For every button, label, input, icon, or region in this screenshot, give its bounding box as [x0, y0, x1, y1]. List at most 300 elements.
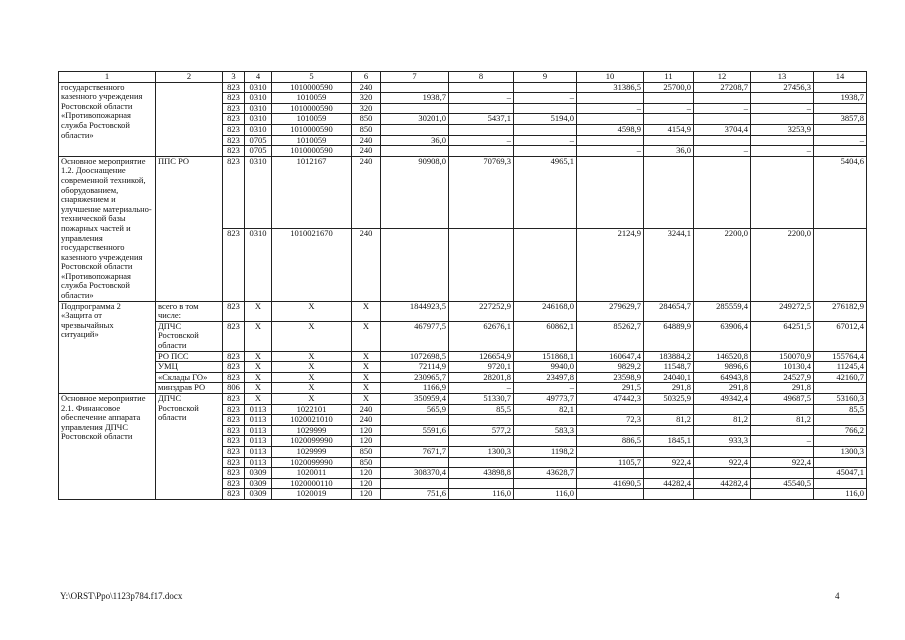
- cell-value: 81,2: [751, 415, 814, 426]
- cell-value: Х: [272, 351, 352, 362]
- cell-value: 1010000590: [272, 82, 352, 93]
- cell-value: 291,8: [694, 383, 751, 394]
- cell-value: 1020011: [272, 468, 352, 479]
- executor: минздрав РО: [156, 383, 223, 394]
- cell-value: 565,9: [381, 404, 449, 415]
- cell-value: [751, 425, 814, 436]
- cell-value: 0113: [245, 436, 272, 447]
- cell-value: 0309: [245, 489, 272, 500]
- cell-value: [814, 82, 867, 93]
- cell-value: 922,4: [751, 457, 814, 468]
- cell-value: 160647,4: [577, 351, 644, 362]
- cell-value: [644, 425, 694, 436]
- cell-value: [381, 229, 449, 301]
- cell-value: 1844923,5: [381, 301, 449, 321]
- cell-value: [514, 103, 577, 114]
- cell-value: Х: [352, 394, 381, 405]
- table-row: [59, 394, 867, 405]
- cell-value: 0113: [245, 415, 272, 426]
- cell-value: 85,5: [449, 404, 514, 415]
- cell-value: 50325,9: [644, 394, 694, 405]
- cell-value: Х: [245, 321, 272, 351]
- cell-value: 240: [352, 415, 381, 426]
- column-header: 10: [577, 72, 644, 83]
- executor: ДПЧС Ростовской области: [156, 394, 223, 500]
- cell-value: [751, 156, 814, 228]
- cell-value: [644, 114, 694, 125]
- executor: РО ПСС: [156, 351, 223, 362]
- cell-value: [577, 489, 644, 500]
- cell-value: 0705: [245, 135, 272, 146]
- cell-value: 823: [223, 103, 245, 114]
- cell-value: [814, 229, 867, 301]
- cell-value: 120: [352, 468, 381, 479]
- cell-value: [751, 489, 814, 500]
- cell-value: 1300,3: [449, 446, 514, 457]
- cell-value: 120: [352, 489, 381, 500]
- executor: ДПЧС Ростовской области: [156, 321, 223, 351]
- cell-value: 85,5: [814, 404, 867, 415]
- cell-value: 24040,1: [644, 372, 694, 383]
- cell-value: [694, 468, 751, 479]
- cell-value: 43628,7: [514, 468, 577, 479]
- cell-value: [381, 436, 449, 447]
- cell-value: 823: [223, 351, 245, 362]
- table-row: [59, 351, 867, 362]
- cell-value: 1010000590: [272, 146, 352, 157]
- cell-value: [814, 103, 867, 114]
- cell-value: 62676,1: [449, 321, 514, 351]
- cell-value: 823: [223, 301, 245, 321]
- cell-value: Х: [272, 383, 352, 394]
- cell-value: [644, 446, 694, 457]
- cell-value: [449, 415, 514, 426]
- cell-value: Х: [245, 383, 272, 394]
- cell-value: [644, 468, 694, 479]
- cell-value: 1020099990: [272, 457, 352, 468]
- cell-value: 49342,4: [694, 394, 751, 405]
- cell-value: 1020099990: [272, 436, 352, 447]
- cell-value: [514, 124, 577, 135]
- cell-value: –: [514, 93, 577, 104]
- cell-value: 70769,3: [449, 156, 514, 228]
- cell-value: [449, 82, 514, 93]
- cell-value: 41690,5: [577, 478, 644, 489]
- cell-value: 49687,5: [751, 394, 814, 405]
- cell-value: 823: [223, 468, 245, 479]
- cell-value: [814, 457, 867, 468]
- cell-value: 51330,7: [449, 394, 514, 405]
- cell-value: 823: [223, 446, 245, 457]
- cell-value: 1022101: [272, 404, 352, 415]
- cell-value: [381, 415, 449, 426]
- cell-value: [577, 425, 644, 436]
- cell-value: 285559,4: [694, 301, 751, 321]
- cell-value: –: [694, 146, 751, 157]
- cell-value: [381, 82, 449, 93]
- cell-value: 5591,6: [381, 425, 449, 436]
- cell-value: 823: [223, 156, 245, 228]
- cell-value: [514, 478, 577, 489]
- cell-value: 1020021010: [272, 415, 352, 426]
- cell-value: 42160,7: [814, 372, 867, 383]
- cell-value: 27208,7: [694, 82, 751, 93]
- cell-value: 9896,6: [694, 362, 751, 373]
- cell-value: [814, 436, 867, 447]
- cell-value: [694, 404, 751, 415]
- cell-value: Х: [272, 394, 352, 405]
- cell-value: –: [577, 146, 644, 157]
- cell-value: –: [751, 103, 814, 114]
- cell-value: 583,3: [514, 425, 577, 436]
- cell-value: 146520,8: [694, 351, 751, 362]
- cell-value: [751, 446, 814, 457]
- cell-value: 45540,5: [751, 478, 814, 489]
- cell-value: 90908,0: [381, 156, 449, 228]
- cell-value: [514, 229, 577, 301]
- cell-value: 0309: [245, 468, 272, 479]
- cell-value: 823: [223, 436, 245, 447]
- cell-value: [449, 146, 514, 157]
- cell-value: 4154,9: [644, 124, 694, 135]
- cell-value: 806: [223, 383, 245, 394]
- cell-value: Х: [245, 301, 272, 321]
- cell-value: 5194,0: [514, 114, 577, 125]
- cell-value: [644, 93, 694, 104]
- cell-value: 2200,0: [751, 229, 814, 301]
- cell-value: 0310: [245, 156, 272, 228]
- cell-value: 45047,1: [814, 468, 867, 479]
- cell-value: Х: [272, 362, 352, 373]
- cell-value: 30201,0: [381, 114, 449, 125]
- cell-value: [577, 135, 644, 146]
- executor: «Склады ГО»: [156, 372, 223, 383]
- cell-value: [577, 114, 644, 125]
- cell-value: 240: [352, 82, 381, 93]
- cell-value: 850: [352, 446, 381, 457]
- cell-value: 823: [223, 404, 245, 415]
- cell-value: 823: [223, 82, 245, 93]
- cell-value: 82,1: [514, 404, 577, 415]
- cell-value: 0705: [245, 146, 272, 157]
- column-header: 13: [751, 72, 814, 83]
- cell-value: 291,8: [751, 383, 814, 394]
- cell-value: 1845,1: [644, 436, 694, 447]
- cell-value: 5437,1: [449, 114, 514, 125]
- cell-value: [814, 415, 867, 426]
- measure-name: Основное мероприятие 2.1. Финансовое обеспечение аппарата управления ДПЧС Ростовской области: [59, 394, 156, 500]
- cell-value: 31386,5: [577, 82, 644, 93]
- cell-value: 1166,9: [381, 383, 449, 394]
- column-header: 1: [59, 72, 156, 83]
- cell-value: 249272,5: [751, 301, 814, 321]
- cell-value: [751, 135, 814, 146]
- cell-value: –: [449, 383, 514, 394]
- table-row: [59, 383, 867, 394]
- column-header: 11: [644, 72, 694, 83]
- cell-value: 36,0: [381, 135, 449, 146]
- cell-value: 53160,3: [814, 394, 867, 405]
- cell-value: 823: [223, 394, 245, 405]
- executor: [156, 82, 223, 156]
- cell-value: 240: [352, 135, 381, 146]
- table-row: [59, 82, 867, 93]
- cell-value: [577, 156, 644, 228]
- cell-value: 1029999: [272, 446, 352, 457]
- cell-value: 1198,2: [514, 446, 577, 457]
- table-row: [59, 156, 867, 228]
- cell-value: [449, 103, 514, 114]
- cell-value: –: [644, 103, 694, 114]
- cell-value: 72,3: [577, 415, 644, 426]
- cell-value: 3704,4: [694, 124, 751, 135]
- cell-value: [814, 124, 867, 135]
- cell-value: 933,3: [694, 436, 751, 447]
- cell-value: –: [751, 436, 814, 447]
- cell-value: 240: [352, 146, 381, 157]
- cell-value: Х: [352, 383, 381, 394]
- cell-value: 24527,9: [751, 372, 814, 383]
- table-row: [59, 321, 867, 351]
- cell-value: Х: [272, 301, 352, 321]
- cell-value: 43898,8: [449, 468, 514, 479]
- cell-value: 1300,3: [814, 446, 867, 457]
- cell-value: 81,2: [644, 415, 694, 426]
- cell-value: [514, 436, 577, 447]
- cell-value: 63906,4: [694, 321, 751, 351]
- cell-value: –: [694, 103, 751, 114]
- cell-value: Х: [272, 372, 352, 383]
- cell-value: [381, 124, 449, 135]
- cell-value: 9720,1: [449, 362, 514, 373]
- cell-value: 1020000110: [272, 478, 352, 489]
- column-header: 9: [514, 72, 577, 83]
- cell-value: [694, 114, 751, 125]
- cell-value: 823: [223, 124, 245, 135]
- column-header: 8: [449, 72, 514, 83]
- cell-value: 823: [223, 229, 245, 301]
- column-header: 12: [694, 72, 751, 83]
- cell-value: 0310: [245, 229, 272, 301]
- executor: всего в том числе:: [156, 301, 223, 321]
- cell-value: 766,2: [814, 425, 867, 436]
- cell-value: 64251,5: [751, 321, 814, 351]
- cell-value: 467977,5: [381, 321, 449, 351]
- cell-value: 150070,9: [751, 351, 814, 362]
- cell-value: 0310: [245, 114, 272, 125]
- table-row: [59, 301, 867, 321]
- cell-value: 279629,7: [577, 301, 644, 321]
- cell-value: 0309: [245, 478, 272, 489]
- cell-value: 886,5: [577, 436, 644, 447]
- cell-value: [644, 156, 694, 228]
- cell-value: 155764,4: [814, 351, 867, 362]
- cell-value: 1010000590: [272, 103, 352, 114]
- cell-value: 5404,6: [814, 156, 867, 228]
- cell-value: [514, 415, 577, 426]
- cell-value: 85262,7: [577, 321, 644, 351]
- cell-value: [694, 135, 751, 146]
- table-row: [59, 362, 867, 373]
- cell-value: 1105,7: [577, 457, 644, 468]
- cell-value: 823: [223, 489, 245, 500]
- cell-value: 64943,8: [694, 372, 751, 383]
- cell-value: [751, 468, 814, 479]
- column-header: 6: [352, 72, 381, 83]
- cell-value: 81,2: [694, 415, 751, 426]
- cell-value: [449, 229, 514, 301]
- cell-value: [694, 489, 751, 500]
- cell-value: [814, 383, 867, 394]
- cell-value: 4965,1: [514, 156, 577, 228]
- cell-value: 240: [352, 404, 381, 415]
- cell-value: [694, 93, 751, 104]
- cell-value: [577, 404, 644, 415]
- page-number: 4: [835, 591, 840, 601]
- cell-value: 291,8: [644, 383, 694, 394]
- cell-value: 25700,0: [644, 82, 694, 93]
- cell-value: 116,0: [449, 489, 514, 500]
- cell-value: 240: [352, 156, 381, 228]
- cell-value: 0310: [245, 93, 272, 104]
- cell-value: 751,6: [381, 489, 449, 500]
- cell-value: [381, 478, 449, 489]
- table-row: [59, 372, 867, 383]
- cell-value: [644, 404, 694, 415]
- cell-value: 823: [223, 146, 245, 157]
- cell-value: Х: [272, 321, 352, 351]
- cell-value: 1938,7: [381, 93, 449, 104]
- cell-value: 1010021670: [272, 229, 352, 301]
- cell-value: 120: [352, 436, 381, 447]
- cell-value: –: [814, 135, 867, 146]
- cell-value: 823: [223, 93, 245, 104]
- measure-name: Подпрограмма 2 «Защита от чрезвычайных ситуаций»: [59, 301, 156, 393]
- cell-value: [381, 146, 449, 157]
- cell-value: [514, 146, 577, 157]
- cell-value: 28201,8: [449, 372, 514, 383]
- cell-value: [694, 156, 751, 228]
- executor: УМЦ: [156, 362, 223, 373]
- cell-value: 116,0: [514, 489, 577, 500]
- cell-value: 0113: [245, 404, 272, 415]
- cell-value: Х: [245, 362, 272, 373]
- cell-value: –: [449, 135, 514, 146]
- cell-value: 823: [223, 478, 245, 489]
- cell-value: 350959,4: [381, 394, 449, 405]
- cell-value: 1029999: [272, 425, 352, 436]
- cell-value: 47442,3: [577, 394, 644, 405]
- cell-value: 3857,8: [814, 114, 867, 125]
- cell-value: 850: [352, 457, 381, 468]
- measure-name: Основное мероприятие 1.2. Дооснащение современной техникой, оборудованием, снаряжением и улучшение материально-технической базы пожарных частей и управления государственного казенного учреждения Ростовской области «Противопожарная служба Ростовской области»: [59, 156, 156, 301]
- header-row: [59, 72, 867, 83]
- cell-value: [814, 478, 867, 489]
- cell-value: [449, 436, 514, 447]
- cell-value: 27456,3: [751, 82, 814, 93]
- cell-value: Х: [245, 394, 272, 405]
- cell-value: 320: [352, 93, 381, 104]
- cell-value: [449, 457, 514, 468]
- cell-value: 0310: [245, 82, 272, 93]
- cell-value: [644, 135, 694, 146]
- file-path: Y:\ORST\Ppo\1123p784.f17.docx: [60, 591, 183, 601]
- cell-value: 1010059: [272, 93, 352, 104]
- cell-value: 922,4: [644, 457, 694, 468]
- cell-value: 60862,1: [514, 321, 577, 351]
- cell-value: 9829,2: [577, 362, 644, 373]
- cell-value: Х: [352, 362, 381, 373]
- cell-value: 823: [223, 425, 245, 436]
- cell-value: 0113: [245, 457, 272, 468]
- cell-value: 67012,4: [814, 321, 867, 351]
- cell-value: 44282,4: [644, 478, 694, 489]
- executor: ППС РО: [156, 156, 223, 301]
- cell-value: 276182,9: [814, 301, 867, 321]
- cell-value: [577, 446, 644, 457]
- cell-value: [449, 478, 514, 489]
- cell-value: [751, 404, 814, 415]
- cell-value: 3244,1: [644, 229, 694, 301]
- cell-value: 7671,7: [381, 446, 449, 457]
- cell-value: 1072698,5: [381, 351, 449, 362]
- cell-value: 1010059: [272, 114, 352, 125]
- cell-value: 116,0: [814, 489, 867, 500]
- cell-value: 0113: [245, 425, 272, 436]
- cell-value: [751, 114, 814, 125]
- cell-value: 72114,9: [381, 362, 449, 373]
- cell-value: 823: [223, 135, 245, 146]
- cell-value: [514, 457, 577, 468]
- cell-value: 0310: [245, 103, 272, 114]
- measure-name: государственного казенного учреждения Ростовской области «Противопожарная служба Ростовской области»: [59, 82, 156, 156]
- cell-value: 823: [223, 372, 245, 383]
- cell-value: 240: [352, 229, 381, 301]
- cell-value: 922,4: [694, 457, 751, 468]
- cell-value: 1020019: [272, 489, 352, 500]
- cell-value: 3253,9: [751, 124, 814, 135]
- cell-value: 308370,4: [381, 468, 449, 479]
- cell-value: [381, 103, 449, 114]
- cell-value: [449, 124, 514, 135]
- cell-value: 823: [223, 457, 245, 468]
- cell-value: [814, 146, 867, 157]
- cell-value: –: [751, 146, 814, 157]
- cell-value: 577,2: [449, 425, 514, 436]
- cell-value: 230965,7: [381, 372, 449, 383]
- cell-value: Х: [352, 372, 381, 383]
- cell-value: 120: [352, 478, 381, 489]
- cell-value: 44282,4: [694, 478, 751, 489]
- cell-value: 11245,4: [814, 362, 867, 373]
- cell-value: 23598,9: [577, 372, 644, 383]
- cell-value: Х: [245, 351, 272, 362]
- cell-value: [577, 93, 644, 104]
- cell-value: [751, 93, 814, 104]
- cell-value: 0310: [245, 124, 272, 135]
- cell-value: 36,0: [644, 146, 694, 157]
- column-header: 2: [156, 72, 223, 83]
- cell-value: 320: [352, 103, 381, 114]
- cell-value: –: [577, 103, 644, 114]
- cell-value: 2200,0: [694, 229, 751, 301]
- cell-value: –: [514, 383, 577, 394]
- cell-value: 126654,9: [449, 351, 514, 362]
- budget-table: [58, 71, 867, 500]
- cell-value: 49773,7: [514, 394, 577, 405]
- cell-value: Х: [352, 321, 381, 351]
- cell-value: 11548,7: [644, 362, 694, 373]
